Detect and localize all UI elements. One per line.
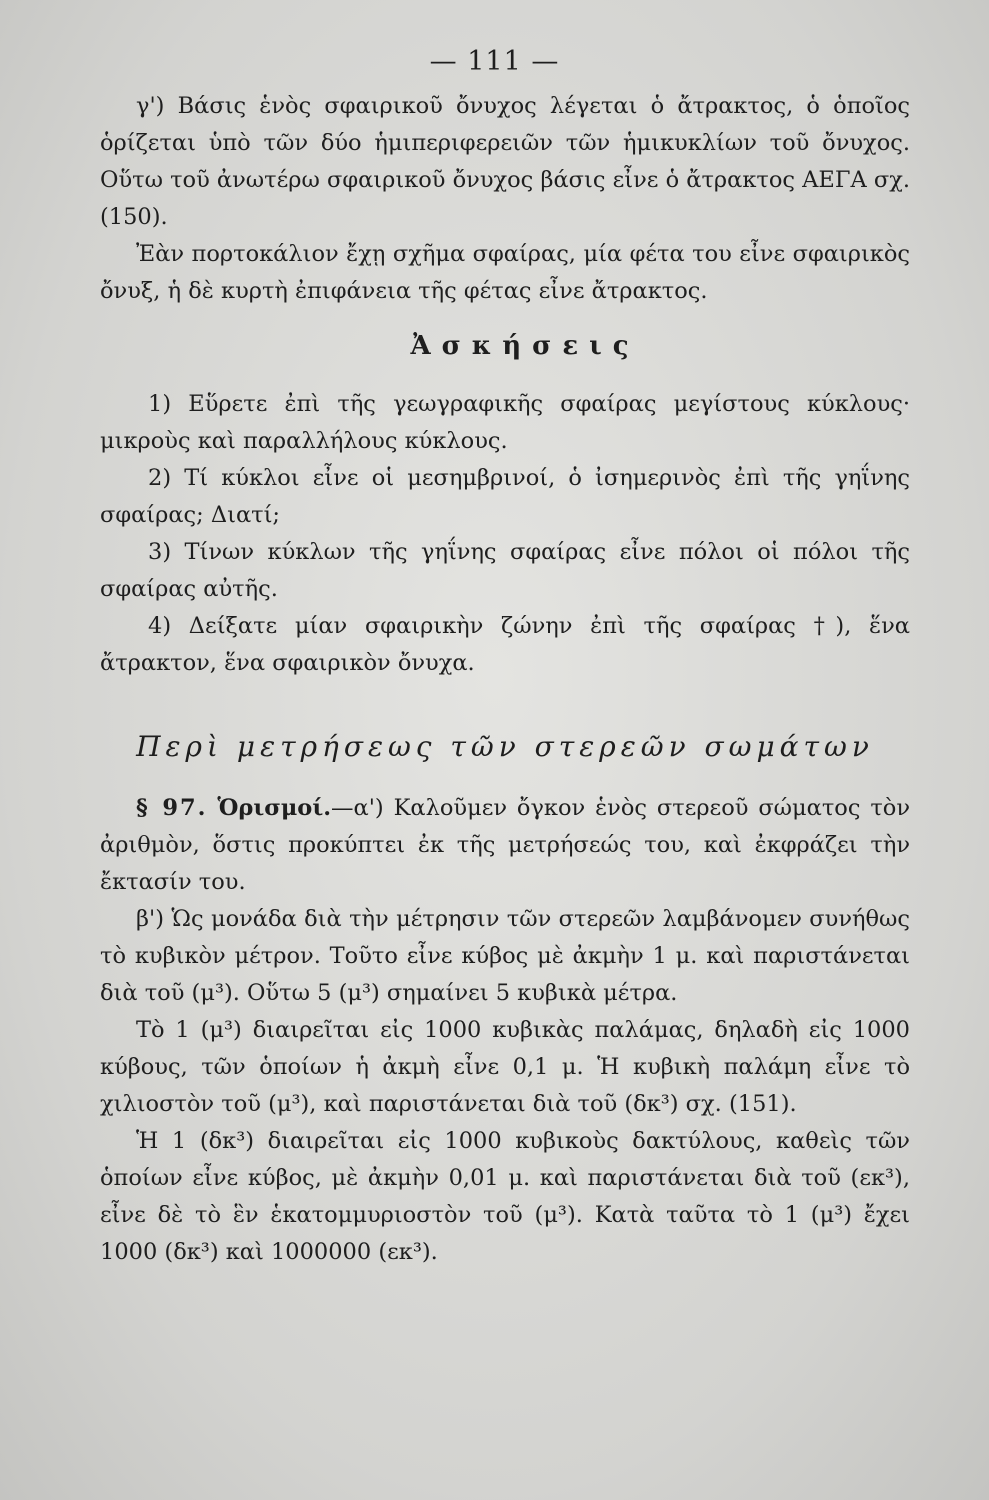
paragraph-onyx-base: γ') Βάσις ἑνὸς σφαιρικοῦ ὄνυχος λέγεται ὁ ἄτρακτος, ὁ ὁποῖος ὁρίζεται ὑπὸ τῶν δύο ἡμιπεριφερειῶν τῶν ἡμικυκλίων τοῦ ὄνυχος. Οὕτω τοῦ ἀνωτέρω σφαιρικοῦ ὄνυχος βάσις εἶνε ὁ ἄτρακτος ΑΕΓΑ σχ. (150). xyxy=(100,93,910,230)
exercise-item xyxy=(100,386,910,460)
paragraph-cubic-centimeter: Ἡ 1 (δκ³) διαιρεῖται εἰς 1000 κυβικοὺς δακτύλους, καθεὶς τῶν ὁποίων εἶνε κύβος, μὲ ἀκμὴν 0,01 μ. καὶ παριστάνεται διὰ τοῦ (εκ³), εἶνε δὲ τὸ ἓν ἑκατομμυριοστὸν τοῦ (μ³). Κατὰ ταῦτα τὸ 1 (μ³) ἔχει 1000 (δκ³) καὶ 1000000 (εκ³). xyxy=(100,1128,910,1265)
section-title: Περὶ μετρήσεως τῶν στερεῶν σωμάτων xyxy=(136,730,874,763)
exercise-text: 2) Τί κύκλοι εἶνε οἱ μεσημβρινοί, ὁ ἰσημερινὸς ἐπὶ τῆς γηΐνης σφαίρας; Διατί; xyxy=(100,465,910,528)
page-number: — 111 — xyxy=(429,46,560,77)
exercise-item xyxy=(100,534,910,608)
exercise-item xyxy=(100,608,910,682)
section-number: § 97. xyxy=(136,795,208,821)
section-label: Ὁρισμοί. xyxy=(217,795,332,821)
exercise-text: 4) Δείξατε μίαν σφαιρικὴν ζώνην ἐπὶ τῆς σφαίρας †), ἕνα ἄτρακτον, ἕνα σφαιρικὸν ὄνυχα. xyxy=(100,613,910,676)
exercises-heading: Ἀσκήσεις xyxy=(410,331,640,361)
paragraph-cubic-decimeter: Τὸ 1 (μ³) διαιρεῖται εἰς 1000 κυβικὰς παλάμας, δηλαδὴ εἰς 1000 κύβους, τῶν ὁποίων ἡ ἀκμὴ εἶνε 0,1 μ. Ἡ κυβικὴ παλάμη εἶνε τὸ χιλιοστὸν τοῦ (μ³), καὶ παριστάνεται διὰ τοῦ (δκ³) σχ. (151). xyxy=(100,1017,910,1117)
section-text: —α') Καλοῦμεν ὄγκον ἑνὸς στερεοῦ σώματος τὸν ἀριθμὸν, ὅστις προκύπτει ἐκ τῆς μετρήσεώς του, καὶ ἐκφράζει τὴν ἔκτασίν του. xyxy=(100,795,910,895)
page-content xyxy=(100,88,910,1271)
section-97-paragraph xyxy=(100,790,910,901)
exercise-item xyxy=(100,460,910,534)
exercise-list xyxy=(100,386,910,682)
exercise-text: 3) Τίνων κύκλων τῆς γηΐνης σφαίρας εἶνε πόλοι οἱ πόλοι τῆς σφαίρας αὐτῆς. xyxy=(100,539,910,602)
paragraph-cubic-meter: β') Ὡς μονάδα διὰ τὴν μέτρησιν τῶν στερεῶν λαμβάνομεν συνήθως τὸ κυβικὸν μέτρον. Τοῦτο εἶνε κύβος μὲ ἀκμὴν 1 μ. καὶ παριστάνεται διὰ τοῦ (μ³). Οὕτω 5 (μ³) σημαίνει 5 κυβικὰ μέτρα. xyxy=(100,906,910,1006)
exercise-text: 1) Εὕρετε ἐπὶ τῆς γεωγραφικῆς σφαίρας μεγίστους κύκλους· μικροὺς καὶ παραλλήλους κύκλους. xyxy=(100,391,910,454)
paragraph-orange-example: Ἐὰν πορτοκάλιον ἔχῃ σχῆμα σφαίρας, μία φέτα του εἶνε σφαιρικὸς ὄνυξ, ἡ δὲ κυρτὴ ἐπιφάνεια τῆς φέτας εἶνε ἄτρακτος. xyxy=(100,241,910,304)
